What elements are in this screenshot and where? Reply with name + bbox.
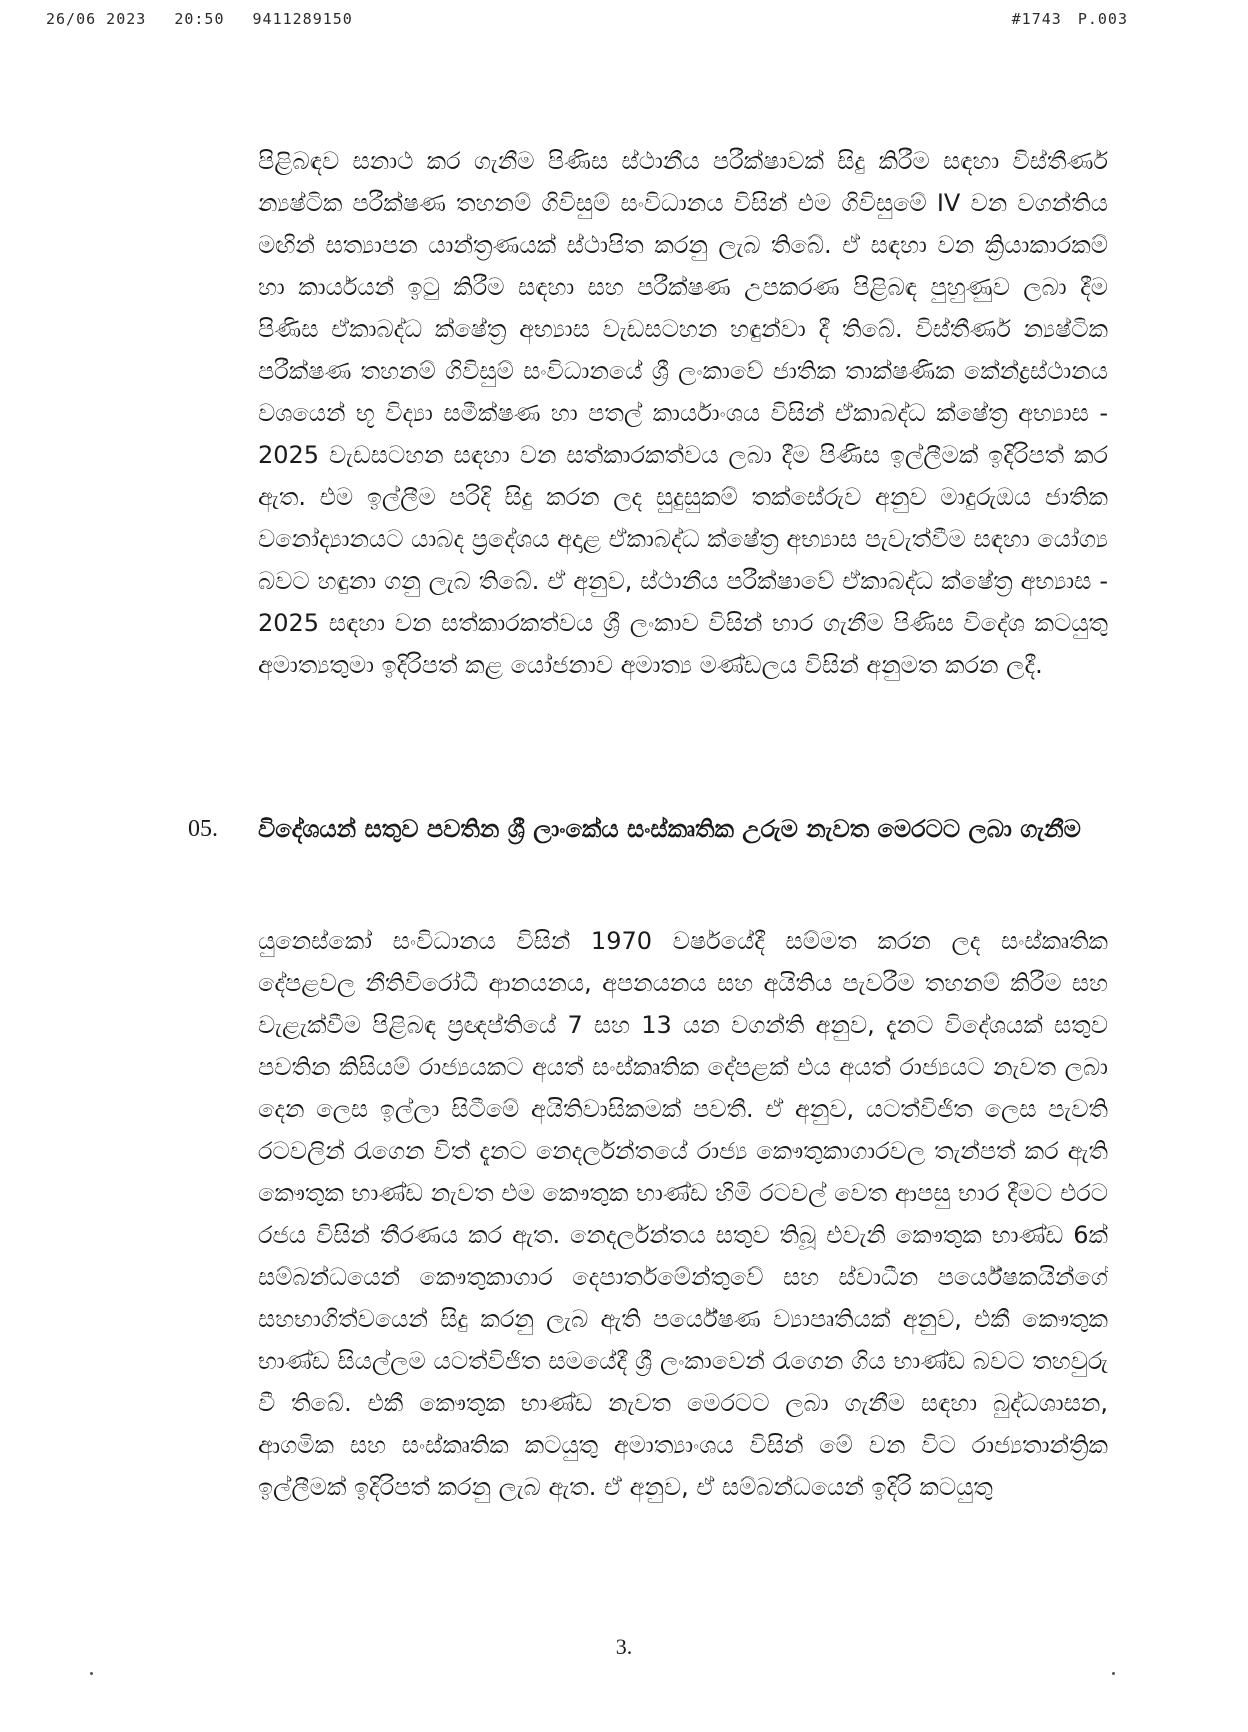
section-body — [258, 920, 1108, 1592]
scan-speck — [1112, 1672, 1115, 1675]
fax-job-id: #1743 — [1011, 10, 1062, 28]
fax-header-right — [1006, 10, 1128, 28]
fax-time: 20:50 — [174, 10, 225, 28]
fax-page-id: P.003 — [1077, 10, 1128, 28]
page-number: 3. — [615, 1634, 633, 1659]
fax-header — [46, 10, 1128, 30]
page-body — [258, 140, 1108, 790]
section-number: 05. — [188, 816, 218, 842]
paragraph-1: පිළිබඳව සනාථ කර ගැනීම පිණිස ස්ථානීය පරීක්ෂාවක් සිදු කිරීම සඳහා විස්තීර්ණ න්‍යෂ්ටික පරීක්ෂණ තහනම් ගිවිසුම් සංවිධානය විසින් එම ගිවිසුමේ IV වන වගන්තිය මඟින් සත්‍යාපන යාන්ත්‍රණයක් ස්ථාපිත කරනු ලැබ තිබේ. ඒ සඳහා වන ක්‍රියාකාරකම් හා කාර්යයන් ඉටු කිරීම සඳහා සහ පරීක්ෂණ උපකරණ පිළිබඳ පුහුණුව ලබා දීම පිණිස ඒකාබද්ධ ක්ෂේත්‍ර අභ්‍යාස වැඩසටහන හඳුන්වා දී තිබේ. විස්තීර්ණ න්‍යෂ්ටික පරීක්ෂණ තහනම් ගිවිසුම් සංවිධානයේ ශ්‍රී ලංකාවේ ජාතික තාක්ෂණික කේන්ද්‍රස්ථානය වශයෙන් භූ විද්‍යා සමීක්ෂණ හා පතල් කාර්යාංශය විසින් ඒකාබද්ධ ක්ෂේත්‍ර අභ්‍යාස - 2025 වැඩසටහන සඳහා වන සත්කාරකත්වය ලබා දීම පිණිස ඉල්ලීමක් ඉදිරිපත් කර ඇත. එම ඉල්ලීම පරිදි සිදු කරන ලද සුදුසුකම් තක්සේරුව අනුව මාදුරුඔය ජාතික වනෝද්‍යානයට යාබද ප්‍රදේශය අදාළ ඒකාබද්ධ ක්ෂේත්‍ර අභ්‍යාස පැවැත්වීම සඳහා යෝග්‍ය බවට හඳුනා ගනු ලැබ තිබේ. ඒ අනුව, ස්ථානීය පරීක්ෂාවේ ඒකාබද්ධ ක්ෂේත්‍ර අභ්‍යාස - 2025 සඳහා වන සත්කාරකත්වය ශ්‍රී ලංකාව විසින් භාර ගැනීම පිණිස විදේශ කටයුතු අමාත්‍යතුමා ඉදිරිපත් කළ යෝජනාව අමාත්‍ය මණ්ඩලය විසින් අනුමත කරන ලදී. — [258, 147, 1108, 679]
section-title: විදේශයන් සතුව පවතින ශ්‍රී ලාංකේය සංස්කෘතික උරුම නැවත මෙරටට ලබා ගැනීම — [258, 815, 1081, 843]
fax-date: 26/06 2023 — [46, 10, 147, 28]
scan-speck — [90, 1672, 93, 1675]
fax-header-left — [46, 10, 371, 28]
fax-number: 9411289150 — [252, 10, 353, 28]
paragraph-2: යුනෙස්කෝ සංවිධානය විසින් 1970 වර්ෂයේදී සම්මත කරන ලද සංස්කෘතික දේපළවල නීතිවිරෝධී ආනයනය, අපනයනය සහ අයිතිය පැවරීම තහනම් කිරීම සහ වැළැක්වීම පිළිබඳ ප්‍රඥප්තියේ 7 සහ 13 යන වගන්ති අනුව, දැනට විදේශයක් සතුව පවතින කිසියම් රාජ්‍යයකට අයත් සංස්කෘතික දේපළක් එය අයත් රාජ්‍යයට නැවත ලබා දෙන ලෙස ඉල්ලා සිටීමේ අයිතිවාසිකමක් පවතී. ඒ අනුව, යටත්විජිත ලෙස පැවති රටවලින් රැගෙන විත් දැනට නෙදර්ලන්තයේ රාජ්‍ය කෞතුකාගාරවල තැන්පත් කර ඇති කෞතුක භාණ්ඩ නැවත එම කෞතුක භාණ්ඩ හිමි රටවල් වෙත ආපසු භාර දීමට එරට රජය විසින් තීරණය කර ඇත. නෙදර්ලන්තය සතුව තිබූ එවැනි කෞතුක භාණ්ඩ 6ක් සම්බන්ධයෙන් කෞතුකාගාර දෙපාර්තමේන්තුවේ සහ ස්වාධීන පර්යේෂකයින්ගේ සහභාගිත්වයෙන් සිදු කරනු ලැබ ඇති පර්යේෂණ ව්‍යාපෘතියක් අනුව, එකී කෞතුක භාණ්ඩ සියල්ලම යටත්විජිත සමයේදී ශ්‍රී ලංකාවෙන් රැගෙන ගිය භාණ්ඩ බවට තහවුරු වී තිබේ. එකී කෞතුක භාණ්ඩ නැවත මෙරටට ලබා ගැනීම සඳහා බුද්ධශාසන, ආගමික සහ සංස්කෘතික කටයුතු අමාත්‍යාංශය විසින් මේ වන විට රාජ්‍යතාන්ත්‍රික ඉල්ලීමක් ඉදිරිපත් කරනු ලැබ ඇත. ඒ අනුව, ඒ සම්බන්ධයෙන් ඉදිරි කටයුතු — [258, 927, 1108, 1501]
